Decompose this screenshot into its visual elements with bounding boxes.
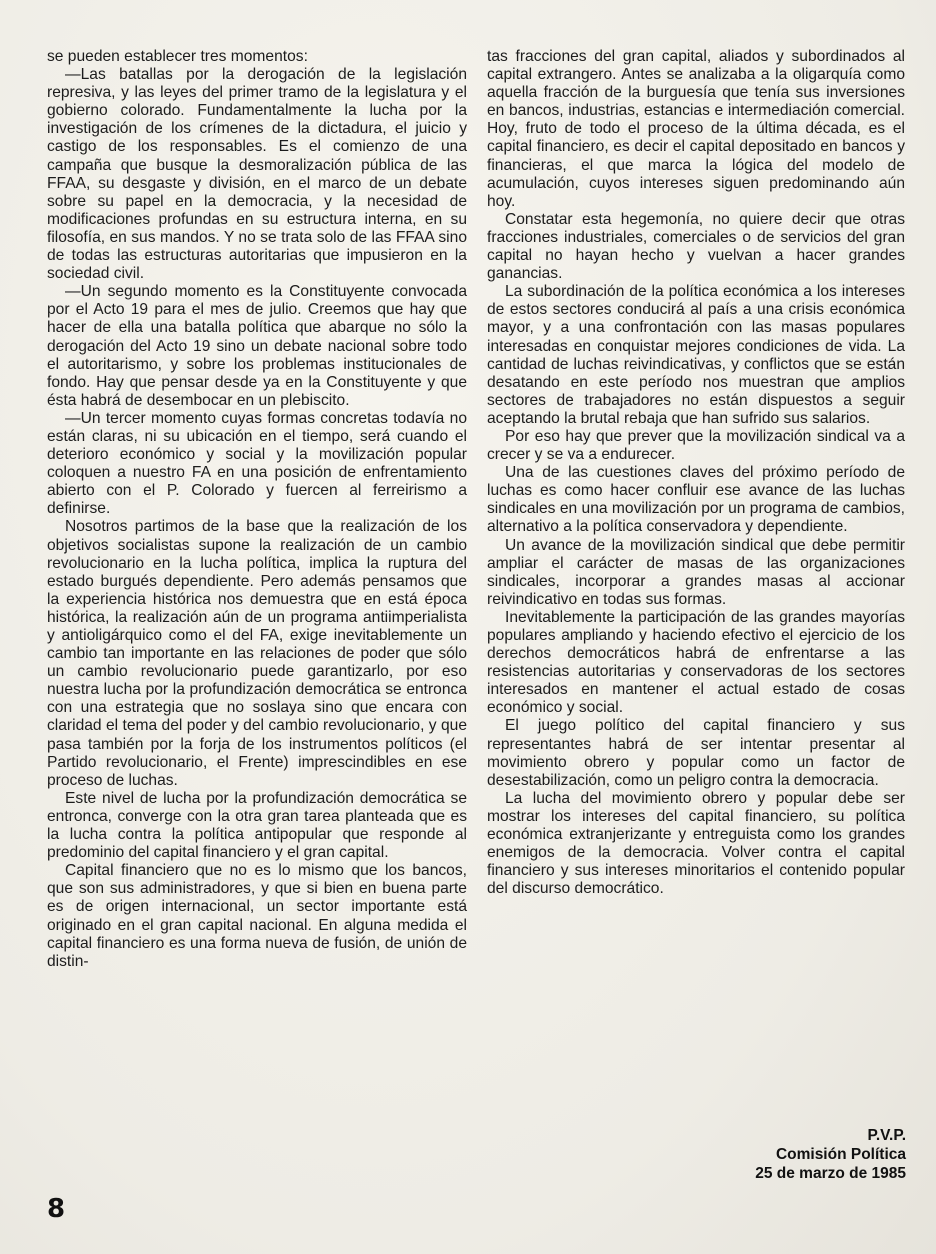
paragraph: Capital financiero que no es lo mismo que los bancos, que son sus administradores, y que si bien en buena parte es de origen internacional, un sector importante está originado en el gran capital nacional. En alguna medida el capital financiero es una forma nueva de fusión, de unión de distin- bbox=[47, 862, 467, 970]
signature-block bbox=[755, 1126, 906, 1183]
paragraph: La lucha del movimiento obrero y popular debe ser mostrar los intereses del capital financiero, su política económica extranjerizante y entreguista como los grandes enemigos de la democracia. Volver contra el capital financiero y sus intereses minoritarios el contenido popular del discurso democrático. bbox=[487, 789, 905, 898]
paragraph: El juego político del capital financiero y sus representantes habrá de ser intentar presentar al movimiento obrero y popular como un factor de desestabilización, como un peligro contra la democracia. bbox=[487, 717, 905, 789]
paragraph: La subordinación de la política económica a los intereses de estos sectores conducirá al país a una crisis económica mayor, y a una confrontación con las masas populares interesadas en conquistar mejores condiciones de vida. La cantidad de luchas reivindicativas, y conflictos que se están desatando en este período nos muestran que amplios sectores de trabajadores no están dispuestos a seguir aceptando la brutal rebaja que han sufrido sus salarios. bbox=[487, 283, 905, 427]
paragraph: tas fracciones del gran capital, aliados y subordinados al capital extrangero. Antes se analizaba a la oligarquía como aquella fracción de la burguesía que tenía sus inversiones en bancos, industrias, estancias e intermediación comercial. Hoy, fruto de todo el proceso de la última década, es el capital financiero, es decir el capital depositado en bancos y financieras, el que marca la lógica del modelo de acumulación, cuyos intereses siguen predominando aún hoy. bbox=[487, 48, 905, 210]
paragraph: —Un tercer momento cuyas formas concretas todavía no están claras, ni su ubicación en el tiempo, será cuando el deterioro económico y social y la movilización popular coloquen a nuestro FA en una posición de enfrentamiento abierto con el P. Colorado y fuercen al ferreirismo a definirse. bbox=[47, 409, 467, 518]
paragraph: Una de las cuestiones claves del próximo período de luchas es como hacer confluir ese avance de las luchas sindicales en una movilización por un programa de cambios, alternativo a la política conservadora y dependiente. bbox=[487, 464, 905, 536]
left-column bbox=[47, 48, 467, 971]
page-number: 8 bbox=[47, 1194, 66, 1224]
paragraph: —Las batallas por la derogación de la legislación represiva, y las leyes del primer tramo de la legislatura y el gobierno colorado. Fundamentalmente la lucha por la investigación de los crímenes de la dictadura, el juicio y castigo de los responsables. Es el comienzo de una campaña que busque la desmoralización pública de las FFAA, su desgaste y división, en el marco de un debate sobre su papel en la democracia, y la necesidad de modificaciones profundas en su estructura interna, en su filosofía, en sus mandos. Y no se trata solo de las FFAA sino de todas las estructuras autoritarias que impusieron en la sociedad civil. bbox=[47, 66, 467, 283]
paragraph: Nosotros partimos de la base que la realización de los objetivos socialistas supone la realización de un cambio revolucionario en la lucha política, implica la ruptura del estado burgués dependiente. Pero además pensamos que la experiencia histórica nos demuestra que en está época histórica, la realización aún de un programa antiimperialista y antioligárquico como el del FA, exige inevitablemente un cambio tan importante en las relaciones de poder que sólo un cambio revolucionario puede garantizarlo, por eso nuestra lucha por la profundización democrática se entronca con una estrategia que no soslaya sino que encara con claridad el tema del poder y del cambio revolucionario, y que pasa también por la forja de los instrumentos políticos (el Partido revolucionario, el Frente) imprescindibles en ese proceso de luchas. bbox=[47, 518, 467, 789]
paragraph: Este nivel de lucha por la profundización democrática se entronca, converge con la otra gran tarea planteada que es la lucha contra la política antipopular que responde al predominio del capital financiero y el gran capital. bbox=[47, 789, 467, 862]
signature-date: 25 de marzo de 1985 bbox=[755, 1165, 906, 1182]
paragraph: se pueden establecer tres momentos: bbox=[47, 48, 308, 65]
right-column bbox=[487, 48, 905, 898]
paragraph: Inevitablemente la participación de las grandes mayorías populares ampliando y haciendo efectivo el ejercicio de los derechos democráticos habrá de enfrentarse a las resistencias autoritarias y conservadoras de los sectores interesados en mantener el actual estado de cosas económico y social. bbox=[487, 608, 905, 717]
signature-committee: Comisión Política bbox=[775, 1146, 906, 1163]
paragraph: Un avance de la movilización sindical que debe permitir ampliar el carácter de masas de las organizaciones sindicales, incorporar a grandes masas al accionar reivindicativo en todas sus formas. bbox=[487, 536, 905, 608]
signature-org: P.V.P. bbox=[867, 1127, 906, 1144]
paragraph: Constatar esta hegemonía, no quiere decir que otras fracciones industriales, comerciales o de servicios del gran capital no hayan hecho y vuelvan a hacer grandes ganancias. bbox=[487, 210, 905, 283]
paragraph: Por eso hay que prever que la movilización sindical va a crecer y se va a endurecer. bbox=[487, 427, 905, 464]
paragraph: —Un segundo momento es la Constituyente convocada por el Acto 19 para el mes de julio. Creemos que hay que hacer de ella una batalla política que abarque no sólo la derogación del Acto 19 sino un debate nacional sobre todo el autoritarismo, y sobre los problemas institucionales de fondo. Hay que pensar desde ya en la Constituyente y que ésta habrá de desembocar en un plebiscito. bbox=[47, 283, 467, 409]
